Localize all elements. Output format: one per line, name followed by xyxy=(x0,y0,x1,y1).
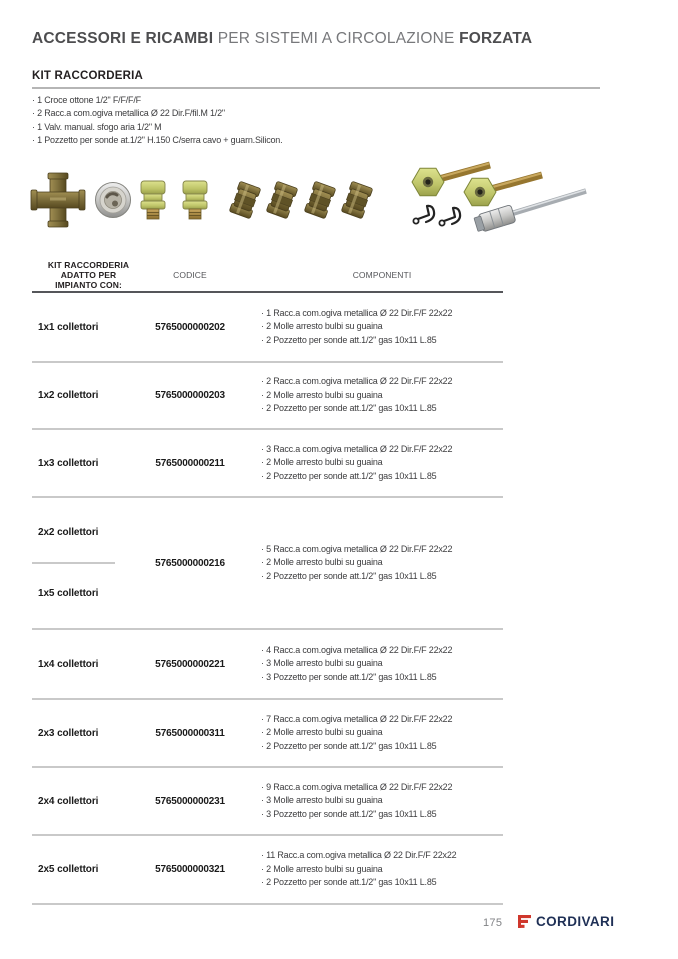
col-header-impianto xyxy=(32,260,145,290)
page-title-bold-right: FORZATA xyxy=(459,30,533,47)
brand-logo xyxy=(517,914,614,929)
component-item: · 2 Pozzetto per sonde att.1/2" gas 10x11 L.85 xyxy=(261,740,503,753)
component-item: · 3 Pozzetto per sonde att.1/2" gas 10x11 L.85 xyxy=(261,671,503,684)
kit-code: 5765000000211 xyxy=(155,457,225,469)
col-header-codice: CODICE xyxy=(173,269,207,280)
component-item: · 2 Pozzetto per sonde att.1/2" gas 10x11 L.85 xyxy=(261,470,503,483)
component-item: · 2 Molle arresto bulbi su guaina xyxy=(261,456,503,469)
molla-arresto-image xyxy=(439,208,460,226)
kit-label: 1x1 collettori xyxy=(38,321,99,333)
valvola-sfogo-aria-image xyxy=(96,183,131,218)
raccordo-ogiva-fil-image xyxy=(183,181,207,219)
kit-label: 2x5 collettori xyxy=(38,864,99,875)
kit-code: 5765000000311 xyxy=(155,727,225,739)
component-item: · 9 Racc.a com.ogiva metallica Ø 22 Dir.F/F 22x22 xyxy=(261,781,503,794)
table-header-row xyxy=(32,258,503,293)
kit-components xyxy=(235,307,503,347)
kit-label: 2x3 collettori xyxy=(38,727,99,739)
kit-label: 1x5 collettori xyxy=(38,588,99,599)
cordivari-logo-icon xyxy=(517,914,532,929)
pozzetto-sonda-verde-image xyxy=(464,174,542,206)
brand-name: CORDIVARI xyxy=(536,914,615,929)
component-item: · 7 Racc.a com.ogiva metallica Ø 22 Dir.F/F 22x22 xyxy=(261,713,503,726)
raccordo-ogiva-doppio-image xyxy=(341,181,373,219)
component-item: · 2 Molle arresto bulbi su guaina xyxy=(261,556,503,569)
component-item: · 2 Racc.a com.ogiva metallica Ø 22 Dir.F/F 22x22 xyxy=(261,375,503,388)
molla-arresto-image xyxy=(413,206,434,224)
label-divider-line xyxy=(32,562,115,564)
table-row xyxy=(32,293,503,363)
component-item: · 4 Racc.a com.ogiva metallica Ø 22 Dir.F/F 22x22 xyxy=(261,644,503,657)
kit-code: 5765000000202 xyxy=(155,321,225,333)
component-item: · 5 Racc.a com.ogiva metallica Ø 22 Dir.F/F 22x22 xyxy=(261,543,503,556)
table-row xyxy=(32,363,503,430)
kit-label: 1x4 collettori xyxy=(38,658,99,670)
table-row-combined xyxy=(32,498,503,630)
col-header-line: IMPIANTO CON: xyxy=(55,279,122,290)
component-item: · 2 Pozzetto per sonde att.1/2" gas 10x11 L.85 xyxy=(261,876,503,889)
kit-code: 5765000000216 xyxy=(155,557,225,569)
kit-contents-item: · 2 Racc.a com.ogiva metallica Ø 22 Dir.F/fil.M 1/2" xyxy=(32,107,282,120)
col-header-componenti: COMPONENTI xyxy=(352,269,412,280)
kit-label: 1x2 collettori xyxy=(38,390,99,401)
kit-table xyxy=(32,258,503,905)
kit-code: 5765000000231 xyxy=(155,795,225,807)
croce-ottone-image xyxy=(31,173,85,227)
component-item: · 2 Pozzetto per sonde att.1/2" gas 10x11 L.85 xyxy=(261,570,503,583)
col-header-line: ADATTO PER xyxy=(60,269,117,280)
raccordo-ogiva-doppio-image xyxy=(229,181,261,219)
component-item: · 3 Pozzetto per sonde att.1/2" gas 10x11 L.85 xyxy=(261,808,503,821)
component-item: · 3 Molle arresto bulbi su guaina xyxy=(261,657,503,670)
section-rule-line xyxy=(32,87,600,89)
component-item: · 3 Racc.a com.ogiva metallica Ø 22 Dir.F/F 22x22 xyxy=(261,443,503,456)
kit-label: 2x2 collettori xyxy=(38,527,99,538)
table-row xyxy=(32,700,503,768)
raccordo-ogiva-fil-image xyxy=(141,181,165,219)
kit-components xyxy=(235,375,503,415)
component-item: · 11 Racc.a com.ogiva metallica Ø 22 Dir.F/F 22x22 xyxy=(261,849,503,862)
table-row xyxy=(32,768,503,836)
table-row xyxy=(32,430,503,498)
component-item: · 2 Molle arresto bulbi su guaina xyxy=(261,320,503,333)
kit-code: 5765000000321 xyxy=(155,864,225,875)
kit-components xyxy=(235,443,503,483)
component-item: · 2 Pozzetto per sonde att.1/2" gas 10x11 L.85 xyxy=(261,334,503,347)
kit-contents-list xyxy=(32,94,282,148)
table-row xyxy=(32,836,503,905)
kit-label-group xyxy=(32,498,145,628)
kit-label: 1x3 collettori xyxy=(38,457,99,469)
col-header-line: KIT RACCORDERIA xyxy=(47,259,130,270)
table-row xyxy=(32,630,503,700)
kit-components xyxy=(235,713,503,753)
raccordo-ogiva-doppio-image xyxy=(304,181,336,219)
component-item: · 2 Pozzetto per sonde att.1/2" gas 10x11 L.85 xyxy=(261,402,503,415)
kit-contents-item: · 1 Croce ottone 1/2" F/F/F/F xyxy=(32,94,282,107)
page-title xyxy=(32,30,532,48)
component-item: · 2 Molle arresto bulbi su guaina xyxy=(261,726,503,739)
kit-contents-item: · 1 Pozzetto per sonde at.1/2" H.150 C/serra cavo + guarn.Silicon. xyxy=(32,134,282,147)
kit-code: 5765000000203 xyxy=(155,390,225,401)
page-title-regular: PER SISTEMI A CIRCOLAZIONE xyxy=(213,30,460,47)
page-number: 175 xyxy=(483,917,503,929)
component-item: · 2 Molle arresto bulbi su guaina xyxy=(261,389,503,402)
section-title: KIT RACCORDERIA xyxy=(32,70,143,82)
raccordo-ogiva-doppio-image xyxy=(266,181,298,219)
kit-contents-item: · 1 Valv. manual. sfogo aria 1/2" M xyxy=(32,121,282,134)
component-item: · 1 Racc.a com.ogiva metallica Ø 22 Dir.F/F 22x22 xyxy=(261,307,503,320)
kit-components xyxy=(235,781,503,821)
page-title-bold-left: ACCESSORI E RICAMBI xyxy=(32,30,214,47)
component-item: · 3 Molle arresto bulbi su guaina xyxy=(261,794,503,807)
kit-label: 2x4 collettori xyxy=(38,795,99,807)
kit-components xyxy=(235,849,503,889)
kit-components xyxy=(235,543,503,583)
product-photo-strip xyxy=(28,152,642,247)
component-item: · 2 Molle arresto bulbi su guaina xyxy=(261,863,503,876)
kit-components xyxy=(235,644,503,684)
kit-code: 5765000000221 xyxy=(155,658,225,670)
